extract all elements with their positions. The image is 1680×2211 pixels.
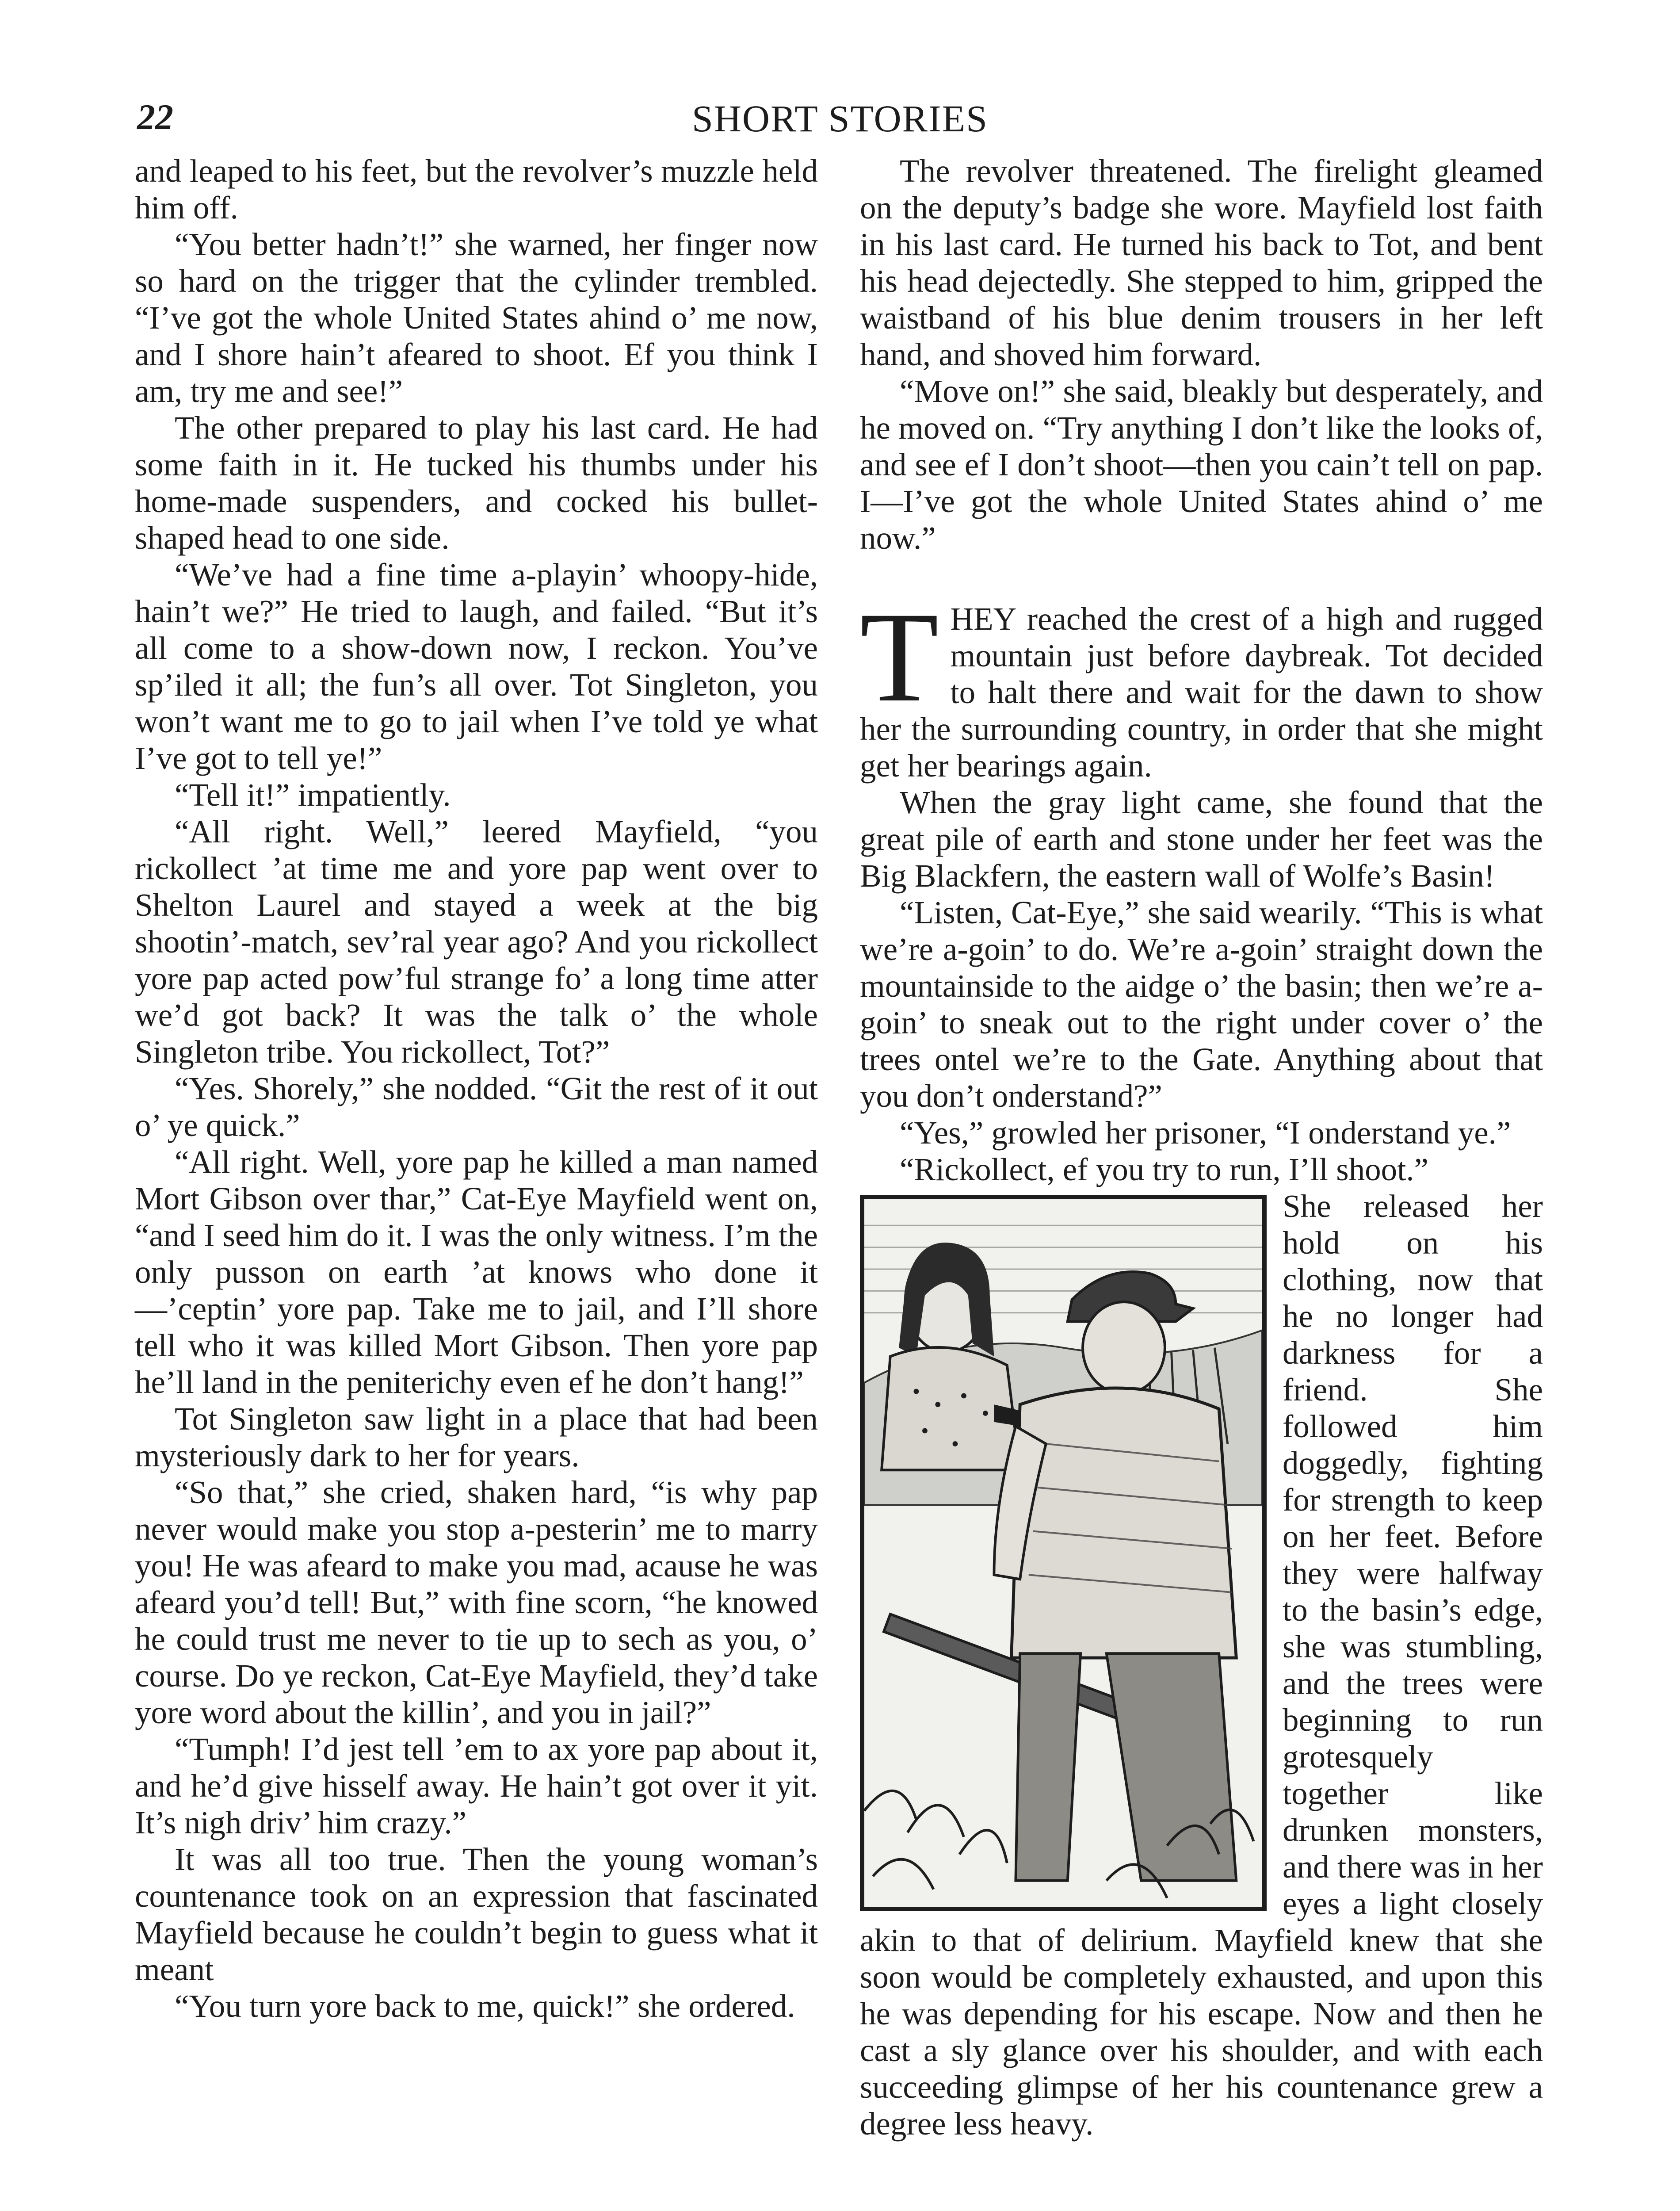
paragraph: “Yes. Shorely,” she nodded. “Git the rest of it out o’ ye quick.” <box>135 1071 818 1143</box>
paragraph: “So that,” she cried, shaken hard, “is why pap never would make you stop a-pesterin’ me to marry you! He was afeard to make you mad, acause he was afeard you’d tell! But,” with fine scorn, “he knowed he could trust me never to tie up to sech as you, o’ course. Do ye reckon, Cat-Eye Mayfield, they’d take yore word about the killin’, and you in jail?” <box>135 1474 818 1730</box>
paragraph: “All right. Well,” leered Mayfield, “you rickollect ’at time me and yore pap went over to Shelton Laurel and stayed a week at the big shootin’-match, sev’ral year ago? And you rickollect yore pap acted pow’ful strange fo’ a long time atter we’d got back? It was the talk o’ the whole Singleton tribe. You rickollect, Tot?” <box>135 814 818 1070</box>
paragraph: Tot Singleton saw light in a place that had been mysteriously dark to her for years. <box>135 1401 818 1473</box>
paragraph: “Tell it!” impatiently. <box>175 777 451 813</box>
paragraph: The revolver threatened. The firelight gleamed on the deputy’s badge she wore. Mayfield lost faith in his last card. He turned his back to Tot, and bent his head dejectedly. She stepped to him, gripped the waistband of his blue denim trousers in her left hand, and shoved him forward. <box>860 153 1543 372</box>
paragraph: “You turn yore back to me, quick!” she ordered. <box>175 1988 795 2024</box>
left-column <box>135 153 818 2211</box>
illustration-drawing <box>864 1199 1262 1907</box>
story-illustration <box>860 1195 1267 1911</box>
paragraph: “Rickollect, ef you try to run, I’ll shoot.” <box>900 1151 1429 1187</box>
paragraph: and leaped to his feet, but the revolver’s muzzle held him off. <box>135 153 818 226</box>
running-title: SHORT STORIES <box>692 97 988 140</box>
right-column <box>860 153 1543 2211</box>
paragraph: “Tumph! I’d jest tell ’em to ax yore pap about it, and he’d give hisself away. He hain’t got over it yit. It’s nigh driv’ him crazy.” <box>135 1731 818 1840</box>
paragraph: She released her hold on his clothing, now that he no longer had darkness for a friend. She followed him doggedly, fighting for strength to keep on her feet. Before they were halfway to the basin’s edge, she was stumbling, and the trees were beginning to run grotesquely together like drunken monsters, and there was in her eyes a light closely akin to that of delirium. Mayfield knew that she soon would be completely exhausted, and upon this he was depending for his escape. Now and then he cast a sly glance over his shoulder, and with each succeeding glimpse of her his countenance grew a degree less heavy. <box>860 1188 1543 2142</box>
section-opening-paragraph <box>860 586 1543 784</box>
drop-cap: T <box>860 586 939 729</box>
paragraph: The other prepared to play his last card. He had some faith in it. He tucked his thumbs under his home-made suspenders, and cocked his bullet-shaped head to one side. <box>135 410 818 556</box>
paragraph: It was all too true. Then the young woman’s countenance took on an expression that fascinated Mayfield because he couldn’t begin to guess what it meant <box>135 1841 818 1987</box>
section-opening-text: HEY reached the crest of a high and rugged mountain just before daybreak. Tot decided to halt there and wait for the dawn to show her the surrounding country, in order that she might get her bearings again. <box>860 601 1543 784</box>
paragraph: “All right. Well, yore pap he killed a man named Mort Gibson over thar,” Cat-Eye Mayfield went on, “and I seed him do it. I was the only witness. I’m the only pusson on earth ’at knows who done it—’ceptin’ yore pap. Take me to jail, and I’ll shore tell who it was killed Mort Gibson. Then yore pap he’ll land in the peniterichy even ef he don’t hang!” <box>135 1144 818 1400</box>
page-header <box>137 96 1543 145</box>
paragraph: “You better hadn’t!” she warned, her finger now so hard on the trigger that the cylinder trembled. “I’ve got the whole United States ahind o’ me now, and I shore hain’t afeared to shoot. Ef you think I am, try me and see!” <box>135 226 818 409</box>
page-number: 22 <box>137 97 173 137</box>
paragraph: “Move on!” she said, bleakly but desperately, and he moved on. “Try anything I don’t like the looks of, and see ef I don’t shoot—then you cain’t tell on pap. I—I’ve got the whole United States ahind o’ me now.” <box>860 373 1543 556</box>
paragraph: “We’ve had a fine time a-playin’ whoopy-hide, hain’t we?” He tried to laugh, and failed. “But it’s all come to a show-down now, I reckon. You’ve sp’iled it all; the fun’s all over. Tot Singleton, you won’t want me to go to jail when I’ve told ye what I’ve got to tell ye!” <box>135 557 818 776</box>
paragraph: When the gray light came, she found that the great pile of earth and stone under her feet was the Big Blackfern, the eastern wall of Wolfe’s Basin! <box>860 784 1543 894</box>
paragraph: “Yes,” growled her prisoner, “I onderstand ye.” <box>900 1115 1511 1151</box>
paragraph: “Listen, Cat-Eye,” she said wearily. “This is what we’re a-goin’ to do. We’re a-goin’ straight down the mountainside to the aidge o’ the basin; then we’re a-goin’ to sneak out to the right under cover o’ the trees ontel we’re to the Gate. Anything about that you don’t onderstand?” <box>860 895 1543 1114</box>
